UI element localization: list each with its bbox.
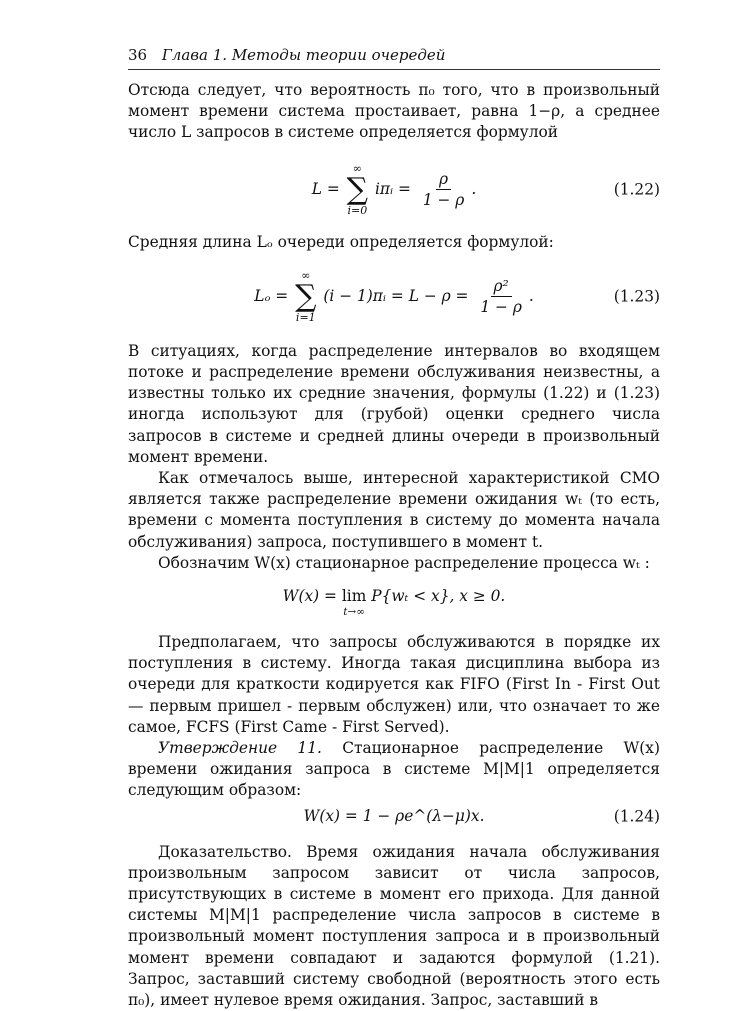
equation-1-23 <box>128 263 660 331</box>
eq22-frac-num: ρ <box>436 169 451 190</box>
page-body <box>128 80 660 1011</box>
eq24-number: (1.24) <box>613 807 660 826</box>
eq22-tail: . <box>471 179 477 198</box>
eq23-lhs: Lₒ = <box>254 286 289 305</box>
equation-1-24 <box>128 802 660 832</box>
eq23-sum <box>295 270 316 324</box>
paragraph-3: В ситуациях, когда распределение интервалов во входящем потоке и распределение времени обслуживания неизвестны, а известны только их средние значения, формулы (1.22) и (1.23) иногда используют для (грубой) оценки среднего числа запросов в системе и средней длины очереди в произвольный момент времени. <box>128 341 660 466</box>
paragraph-2: Средняя длина Lₒ очереди определяется формулой: <box>128 232 554 251</box>
eq22-sum-lower: i=0 <box>347 203 368 217</box>
paragraph-4: Как отмечалось выше, интересной характеристикой СМО является также распределение времени ожидания wₜ (то есть, времени с момента поступления в систему до момента начала обслуживания) запроса, поступившего в момент t. <box>128 469 660 551</box>
eq23-fraction <box>477 276 525 317</box>
eqw-limit <box>342 586 366 618</box>
eq23-expression <box>254 270 534 324</box>
equation-w-definition <box>128 582 660 622</box>
eq22-lhs: L = <box>311 179 340 198</box>
eq22-fraction <box>420 169 468 210</box>
paragraph-8: Доказательство. Время ожидания начала обслуживания произвольным запросом зависит от числа запросов, присутствующих в системе в момент его прихода. Для данной системы M|M|1 распределение числа запросов в системе в произвольный момент поступления запроса и в произвольный момент времени совпадают и задаются формулой (1.21). Запрос, заставший систему свободной (вероятность этого есть π₀), имеет нулевое время ожидания. Запрос, заставший в <box>128 842 660 1010</box>
eqw-lim-sub: t→∞ <box>343 606 365 619</box>
running-header <box>128 46 445 64</box>
eq23-frac-den: 1 − ρ <box>480 298 522 317</box>
header-rule <box>128 69 660 70</box>
eq22-sum <box>347 163 368 217</box>
eq23-sum-lower: i=1 <box>295 310 316 324</box>
eq22-number: (1.22) <box>613 180 660 199</box>
paragraph-7 <box>128 738 660 802</box>
eq23-tail: . <box>528 286 534 305</box>
eq22-frac-den: 1 − ρ <box>422 191 465 210</box>
eq23-body: (i − 1)πᵢ = L − ρ = <box>323 286 469 305</box>
sigma-symbol: ∑ <box>346 171 369 207</box>
statement-text: Стационарное распределение W(x) времени ожидания запроса в системе M|M|1 определяется следующим образом: <box>128 739 660 800</box>
statement-label: Утверждение 11. <box>158 739 322 758</box>
eqw-expression <box>283 586 506 618</box>
equation-1-22 <box>128 158 660 222</box>
eq22-expression <box>312 163 477 217</box>
eq22-sum-upper: ∞ <box>352 161 362 175</box>
eqw-lhs: W(x) = <box>282 586 337 605</box>
paragraph-5: Обозначим W(x) стационарное распределение процесса wₜ : <box>158 553 650 572</box>
eq23-sum-upper: ∞ <box>301 268 311 282</box>
eq22-body: iπᵢ = <box>374 179 411 198</box>
paragraph-1: Отсюда следует, что вероятность π₀ того, что в произвольный момент времени система простаивает, равна 1−ρ, а среднее число L запросов в системе определяется формулой <box>128 81 660 142</box>
eqw-rhs: P{wₜ < x}, x ≥ 0. <box>371 586 506 605</box>
eq24-expression: W(x) = 1 − ρe^(λ−μ)x. <box>303 807 485 826</box>
eq23-number: (1.23) <box>613 287 660 306</box>
eq23-frac-num: ρ² <box>491 276 512 297</box>
running-title: Глава 1. Методы теории очередей <box>161 46 446 64</box>
sigma-symbol: ∑ <box>295 278 317 314</box>
page-number: 36 <box>128 46 148 64</box>
paragraph-6: Предполагаем, что запросы обслуживаются в порядке их поступления в систему. Иногда такая дисциплина выбора из очереди для краткости кодируется как FIFO (First In - First Out — первым пришел - первым обслужен) или, что означает то же самое, FCFS (First Came - First Served). <box>128 633 660 736</box>
eqw-lim: lim <box>341 586 367 605</box>
